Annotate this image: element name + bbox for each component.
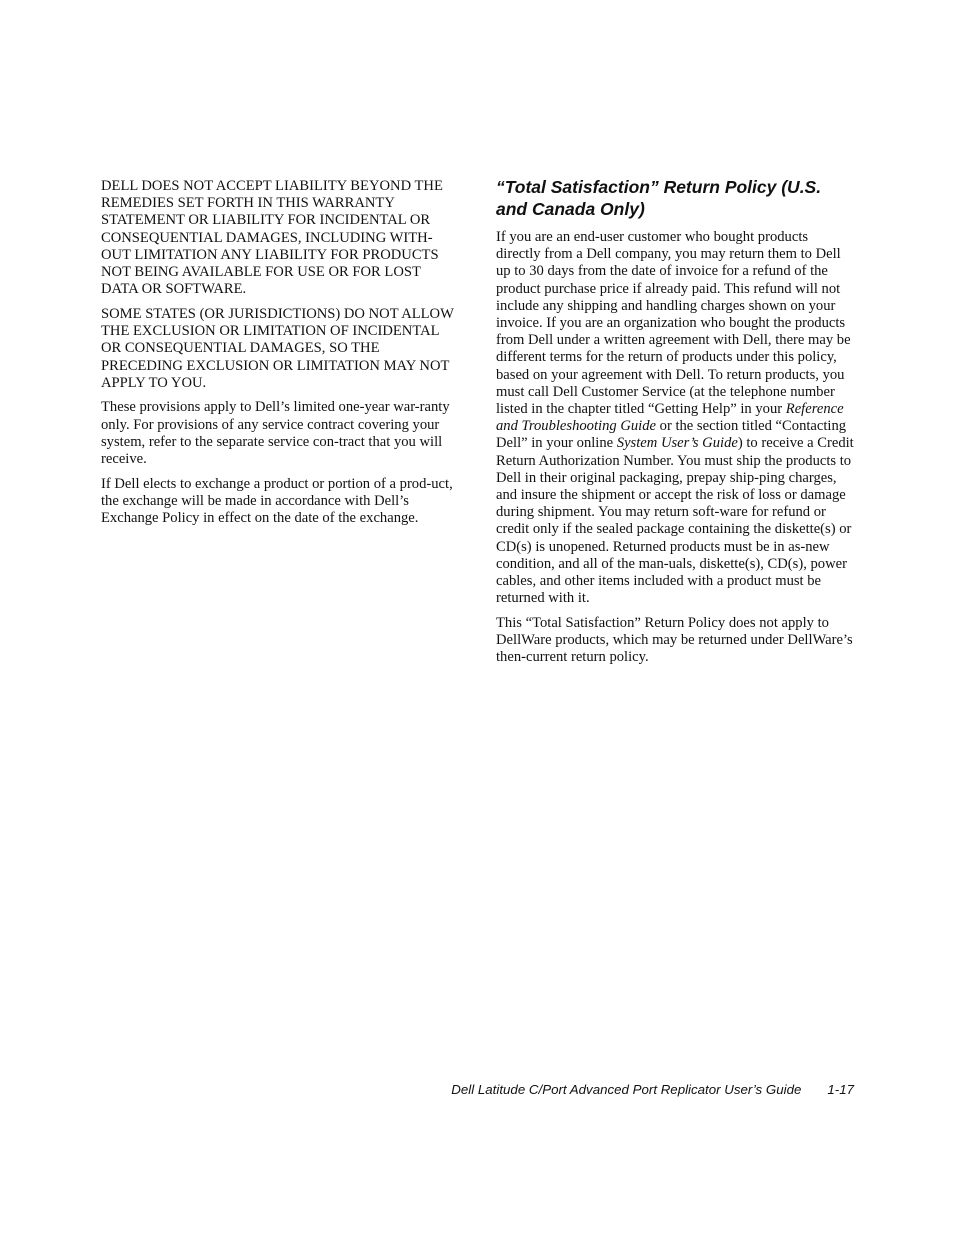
user-guide-title: System User’s Guide [616, 435, 738, 452]
return-policy-text-b: or the section titled “Contacting Dell” in your online [496, 418, 847, 452]
dellware-paragraph: This “Total Satisfaction” Return Policy does not apply to DellWare products, which may be returned under DellWare’s then-current return policy. [496, 614, 853, 666]
liability-disclaimer-paragraph: DELL DOES NOT ACCEPT LIABILITY BEYOND THE REMEDIES SET FORTH IN THIS WARRANTY STATEMENT OR LIABILITY FOR INCIDENTAL OR CONSEQUENTIAL DAMAGES, INCLUDING WITH-OUT LIMITATION ANY LIABILITY FOR PRODUCTS NOT BEING AVAILABLE FOR USE OR FOR LOST DATA OR SOFTWARE. [101, 178, 443, 298]
footer-guide-title: Dell Latitude C/Port Advanced Port Replicator User’s Guide [451, 1082, 802, 1097]
right-column [496, 176, 856, 674]
return-policy-text-a: If you are an end-user customer who bought products directly from a Dell company, you may return them to Dell up to 30 days from the date of invoice for a refund of the product purchase price if already paid. This refund will not include any shipping and handling charges shown on your invoice. If you are an organization who bought the products from Dell under a written agreement with Dell, there may be different terms for the return of products under this policy, based on your agreement with Dell. To return products, you must call Dell Customer Service (at the telephone number listed in the chapter titled “Getting Help” in your [496, 229, 851, 418]
exchange-paragraph: If Dell elects to exchange a product or portion of a prod-uct, the exchange will be made in accordance with Dell’s Exchange Policy in effect on the date of the exchange. [101, 475, 453, 527]
provisions-paragraph: These provisions apply to Dell’s limited one-year war-ranty only. For provisions of any service contract covering your system, refer to the separate service con-tract that you will receive. [101, 399, 450, 468]
return-policy-paragraph [496, 229, 856, 607]
return-policy-heading: “Total Satisfaction” Return Policy (U.S. and Canada Only) [496, 177, 822, 219]
page-footer [380, 1082, 854, 1097]
left-column [101, 178, 461, 535]
return-policy-text-c: ) to receive a Credit Return Authorization Number. You must ship the products to Dell in their original packaging, prepay ship-ping charges, and insure the shipment or accept the risk of loss or damage during shipment. You may return soft-ware for refund or credit only if the sealed package containing the diskette(s) or CD(s) is unopened. Returned products must be in as-new condition, and all of the man-uals, diskette(s), CD(s), power cables, and other items included with a product must be returned with it. [496, 435, 854, 607]
reference-guide-title: Reference and Troubleshooting Guide [496, 401, 844, 435]
page-number: 1-17 [827, 1082, 854, 1097]
jurisdiction-paragraph: SOME STATES (OR JURISDICTIONS) DO NOT ALLOW THE EXCLUSION OR LIMITATION OF INCIDENTAL OR CONSEQUENTIAL DAMAGES, SO THE PRECEDING EXCLUSION OR LIMITATION MAY NOT APPLY TO YOU. [101, 305, 454, 391]
